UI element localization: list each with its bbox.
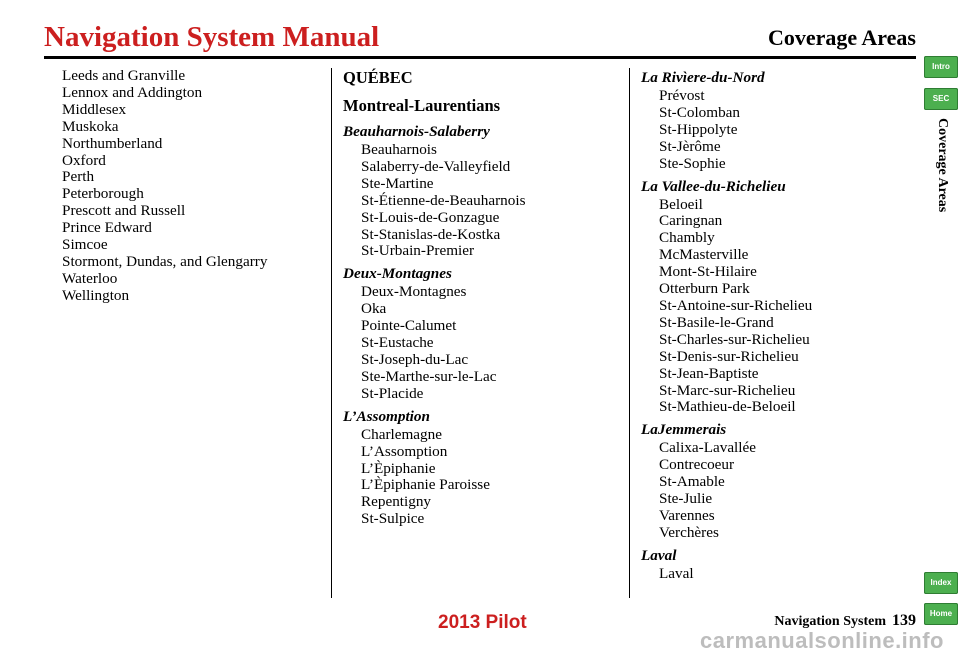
column-divider bbox=[629, 68, 630, 598]
group-items bbox=[641, 566, 911, 583]
group-items bbox=[343, 284, 623, 402]
list-item: Salaberry-de-Valleyfield bbox=[361, 157, 511, 175]
list-item: Caringnan bbox=[659, 212, 723, 230]
list-item: Beauharnois bbox=[361, 141, 437, 158]
group-title: Laval bbox=[641, 546, 677, 564]
area-group bbox=[641, 420, 911, 541]
list-item: Muskoka bbox=[62, 117, 119, 135]
list-item: Chambly bbox=[659, 229, 715, 247]
list-item: Oka bbox=[361, 300, 387, 318]
list-item: St-Hippolyte bbox=[659, 120, 738, 138]
column-divider bbox=[331, 68, 332, 598]
list-item: Contrecoeur bbox=[659, 456, 735, 474]
list-item: Varennes bbox=[659, 506, 715, 524]
list-item: Beloeil bbox=[659, 195, 703, 213]
list-item: Leeds and Granville bbox=[62, 67, 186, 84]
list-item: Prescott and Russell bbox=[62, 202, 186, 220]
list-item: L’Assomption bbox=[361, 442, 448, 460]
list-item: Stormont, Dundas, and Glengarry bbox=[62, 252, 268, 270]
list-item: Laval bbox=[659, 564, 694, 582]
index-tab[interactable]: Index bbox=[924, 572, 958, 594]
list-item: Deux-Montagnes bbox=[361, 283, 467, 301]
list-item: St-Louis-de-Gonzague bbox=[361, 208, 500, 226]
column-1 bbox=[62, 68, 324, 305]
list-item: St-Basile-le-Grand bbox=[659, 313, 774, 331]
province-heading: QUÉBEC bbox=[343, 68, 413, 87]
list-item: St-Jèrôme bbox=[659, 137, 721, 155]
list-item: Lennox and Addington bbox=[62, 83, 203, 101]
list-item: St-Marc-sur-Richelieu bbox=[659, 381, 796, 399]
group-items bbox=[641, 88, 911, 173]
list-item: St-Antoine-sur-Richelieu bbox=[659, 296, 813, 314]
list-item: Wellington bbox=[62, 286, 130, 304]
list-item: Northumberland bbox=[62, 134, 163, 152]
list-item: Ste-Martine bbox=[361, 174, 434, 192]
list-item: Waterloo bbox=[62, 269, 118, 287]
list-item: St-Placide bbox=[361, 384, 424, 402]
sec-tab[interactable]: SEC bbox=[924, 88, 958, 110]
list-item: St-Eustache bbox=[361, 334, 434, 352]
group-title: Deux-Montagnes bbox=[343, 265, 452, 283]
list-item: Ste-Marthe-sur-le-Lac bbox=[361, 367, 497, 385]
side-section-label: Coverage Areas bbox=[935, 118, 950, 213]
list-item: Otterburn Park bbox=[659, 280, 750, 298]
area-group bbox=[343, 264, 623, 402]
list-item: Simcoe bbox=[62, 236, 108, 254]
list-item: St-Mathieu-de-Beloeil bbox=[659, 398, 796, 416]
list-item: Oxford bbox=[62, 151, 106, 169]
list-item: St-Étienne-de-Beauharnois bbox=[361, 191, 526, 209]
group-title: La Vallee-du-Richelieu bbox=[641, 177, 786, 195]
list-item: St-Urbain-Premier bbox=[361, 242, 475, 260]
area-group bbox=[343, 122, 623, 260]
group-items bbox=[641, 440, 911, 541]
area-group bbox=[641, 177, 911, 417]
group-title: L’Assomption bbox=[343, 407, 430, 425]
list-item: St-Stanislas-de-Kostka bbox=[361, 225, 501, 243]
area-group bbox=[641, 546, 911, 583]
area-group bbox=[343, 407, 623, 528]
section-title: Coverage Areas bbox=[767, 25, 916, 50]
watermark-model: 2013 Pilot bbox=[438, 612, 527, 633]
list-item: Prévost bbox=[659, 87, 705, 104]
list-item: St-Jean-Baptiste bbox=[659, 364, 759, 382]
list-item: Ste-Julie bbox=[659, 490, 713, 508]
group-items bbox=[641, 197, 911, 417]
list-item: L’Èpiphanie Paroisse bbox=[361, 476, 490, 494]
watermark-site: carmanualsonline.info bbox=[700, 628, 944, 653]
list-item: St-Joseph-du-Lac bbox=[361, 350, 469, 368]
list-item: Peterborough bbox=[62, 185, 144, 203]
list-item: St-Sulpice bbox=[361, 510, 425, 528]
list-item: Repentigny bbox=[361, 493, 432, 511]
list-item: St-Charles-sur-Richelieu bbox=[659, 330, 810, 348]
group-title: LaJemmerais bbox=[641, 421, 727, 439]
list-item: Pointe-Calumet bbox=[361, 317, 457, 335]
page-header bbox=[44, 20, 916, 59]
page-number: 139 bbox=[892, 612, 916, 629]
manual-title: Navigation System Manual bbox=[44, 21, 380, 53]
column-3 bbox=[641, 68, 911, 587]
list-item: Middlesex bbox=[62, 100, 127, 118]
list-item: Ste-Sophie bbox=[659, 154, 726, 172]
list-item: Mont-St-Hilaire bbox=[659, 263, 757, 281]
list-item: Calixa-Lavallée bbox=[659, 439, 756, 457]
list-item: Charlemagne bbox=[361, 425, 442, 443]
list-item: McMasterville bbox=[659, 246, 749, 264]
group-title: La Rivìere-du-Nord bbox=[641, 69, 765, 86]
list-item: Verchères bbox=[659, 523, 719, 541]
list-item: Perth bbox=[62, 168, 95, 186]
group-items bbox=[343, 427, 623, 528]
region-heading: Montreal-Laurentians bbox=[343, 96, 501, 115]
list-item: Prince Edward bbox=[62, 219, 152, 237]
column-2 bbox=[343, 68, 623, 532]
group-title: Beauharnois-Salaberry bbox=[343, 123, 490, 140]
footer-label: Navigation System bbox=[774, 614, 886, 629]
list-item: St-Amable bbox=[659, 473, 725, 491]
list-item: St-Colomban bbox=[659, 103, 741, 121]
group-items bbox=[343, 142, 623, 260]
area-group bbox=[641, 68, 911, 173]
list-item: St-Denis-sur-Richelieu bbox=[659, 347, 799, 365]
home-tab[interactable]: Home bbox=[924, 603, 958, 625]
list-item: L’Èpiphanie bbox=[361, 459, 436, 477]
intro-tab[interactable]: Intro bbox=[924, 56, 958, 78]
